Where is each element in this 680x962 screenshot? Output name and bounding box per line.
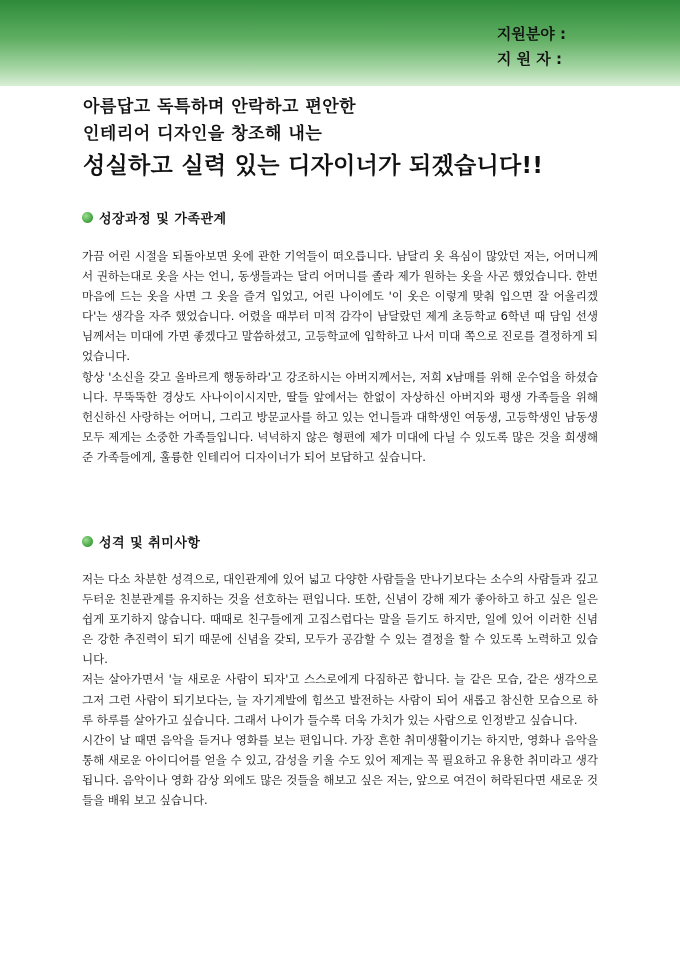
section-title-personality — [82, 532, 200, 551]
applicant-info — [497, 22, 566, 72]
paragraph: 항상 '소신을 갖고 올바르게 행동하라'고 강조하시는 아버지께서는, 저희 x남매를 위해 운수업을 하셨습니다. 무뚝뚝한 경상도 사나이이시지만, 딸들 앞에서는 한없이 자상하신 아버지와 평생 가족들을 위해 헌신하신 사랑하는 어머니, 그리고 방문교사를 하고 있는 언니들과 대학생인 여동생, 고등학생인 남동생 모두 제게는 소중한 가족들입니다. 넉넉하지 않은 형편에 제가 미대에 다닐 수 있도록 많은 것을 희생해 준 가족들에게, 훌륭한 인테리어 디자이너가 되어 보답하고 싶습니다. — [82, 369, 598, 464]
section-title-text: 성장과정 및 가족관계 — [99, 212, 227, 227]
headline — [83, 94, 643, 184]
paragraph: 저는 살아가면서 '늘 새로운 사람이 되자'고 스스로에게 다짐하곤 합니다. 늘 같은 모습, 같은 생각으로 그저 그런 사람이 되기보다는, 늘 자기계발에 힘쓰고 발전하는 사람이 되어 새롭고 참신한 모습으로 하루 하루를 살아가고 싶습니다. 그래서 나이가 들수록 더욱 가치가 있는 사람으로 인정받고 싶습니다. — [82, 672, 598, 727]
green-bullet-icon — [82, 536, 93, 547]
applicant-label: 지 원 자 : — [496, 50, 562, 68]
section-title-growth — [82, 208, 227, 227]
section-body-growth — [82, 246, 598, 467]
headline-line-3: 성실하고 실력 있는 디자이너가 되겠습니다!! — [83, 153, 544, 179]
field-label: 지원분야 : — [496, 25, 566, 43]
section-body-personality — [82, 569, 598, 810]
green-bullet-icon — [82, 212, 93, 223]
paragraph: 가끔 어린 시절을 되돌아보면 옷에 관한 기억들이 떠오릅니다. 남달리 옷 욕심이 많았던 저는, 어머니께서 권하는대로 옷을 사는 언니, 동생들과는 달리 어머니를 졸라 제가 원하는 옷을 사곤 했었습니다. 한번 마음에 드는 옷을 사면 그 옷을 즐겨 입었고, 어린 나이에도 '이 옷은 이렇게 맞춰 입으면 잘 어울리겠다'는 생각을 자주 했었습니다. 어렸을 때부터 미적 감각이 남달랐던 제게 초등학교 6학년 때 담임 선생님께서는 미대에 가면 좋겠다고 말씀하셨고, 고등학교에 입학하고 나서 미대 쪽으로 진로를 결정하게 되었습니다. — [82, 249, 598, 364]
headline-line-1: 아름답고 독특하며 안락하고 편안한 — [83, 97, 357, 117]
header-band — [0, 0, 680, 86]
section-title-text: 성격 및 취미사항 — [99, 536, 201, 551]
headline-line-2: 인테리어 디자인을 창조해 내는 — [83, 124, 323, 144]
paragraph: 시간이 날 때면 음악을 듣거나 영화를 보는 편입니다. 가장 흔한 취미생활이기는 하지만, 영화나 음악을 통해 새로운 아이디어를 얻을 수 있고, 감성을 키울 수도 있어 제게는 꼭 필요하고 유용한 취미라고 생각됩니다. 음악이나 영화 감상 외에도 많은 것들을 해보고 싶은 저는, 앞으로 여건이 허락된다면 새로운 것들을 배워 보고 싶습니다. — [82, 732, 598, 808]
paragraph: 저는 다소 차분한 성격으로, 대인관계에 있어 넓고 다양한 사람들을 만나기보다는 소수의 사람들과 깊고 두터운 친분관계를 유지하는 것을 선호하는 편입니다. 또한, 신념이 강해 제가 좋아하고 하고 싶은 일은 쉽게 포기하지 않습니다. 때때로 친구들에게 고집스럽다는 말을 듣기도 하지만, 일에 있어 이러한 신념은 강한 추진력이 되기 때문에 신념을 갖되, 모두가 공감할 수 있는 결정을 할 수 있도록 노력하고 있습니다. — [82, 572, 598, 667]
